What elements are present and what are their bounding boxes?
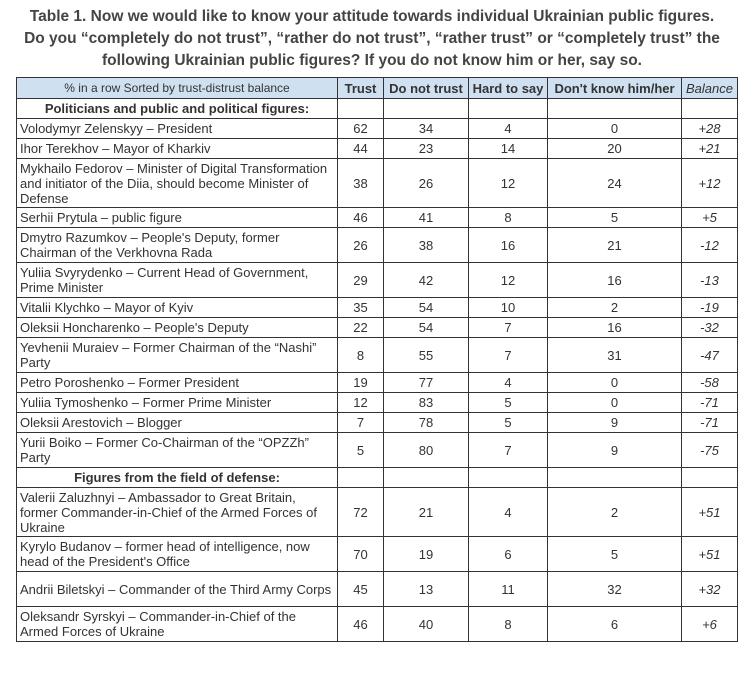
table-row [17, 159, 738, 208]
dont-know-value: 0 [548, 393, 682, 413]
distrust-value: 34 [384, 119, 469, 139]
balance-value: +5 [682, 208, 738, 228]
table-body [17, 99, 738, 642]
distrust-value: 19 [384, 537, 469, 572]
figure-name: Volodymyr Zelenskyy – President [17, 119, 338, 139]
dont-know-value: 5 [548, 208, 682, 228]
figure-name: Mykhailo Fedorov – Minister of Digital Transformation and initiator of the Diia, should become Minister of Defense [17, 159, 338, 208]
trust-table [16, 77, 738, 642]
hard-to-say-value: 5 [469, 393, 548, 413]
title-line-2: Do you “completely do not trust”, “rather do not trust”, “rather trust” or “completely trust” the [24, 30, 720, 47]
balance-value: -13 [682, 263, 738, 298]
trust-value: 26 [338, 228, 384, 263]
trust-value: 12 [338, 393, 384, 413]
hard-to-say-value: 12 [469, 159, 548, 208]
section-empty-cell [338, 99, 384, 119]
balance-value: -32 [682, 318, 738, 338]
hard-to-say-value: 11 [469, 572, 548, 607]
hard-to-say-value: 7 [469, 318, 548, 338]
dont-know-value: 2 [548, 488, 682, 537]
header-distrust: Do not trust [384, 78, 469, 99]
balance-value: -71 [682, 413, 738, 433]
dont-know-value: 9 [548, 413, 682, 433]
table-row [17, 488, 738, 537]
figure-name: Valerii Zaluzhnyi – Ambassador to Great Britain, former Commander-in-Chief of the Armed Forces of Ukraine [17, 488, 338, 537]
hard-to-say-value: 8 [469, 607, 548, 642]
section-row [17, 99, 738, 119]
hard-to-say-value: 7 [469, 433, 548, 468]
table-row [17, 298, 738, 318]
figure-name: Oleksii Honcharenko – People's Deputy [17, 318, 338, 338]
trust-value: 8 [338, 338, 384, 373]
section-title: Figures from the field of defense: [17, 468, 338, 488]
dont-know-value: 2 [548, 298, 682, 318]
balance-value: -71 [682, 393, 738, 413]
balance-value: +6 [682, 607, 738, 642]
table-row [17, 228, 738, 263]
figure-name: Dmytro Razumkov – People's Deputy, former Chairman of the Verkhovna Rada [17, 228, 338, 263]
figure-name: Oleksii Arestovich – Blogger [17, 413, 338, 433]
section-empty-cell [469, 99, 548, 119]
title-line-1: Table 1. Now we would like to know your attitude towards individual Ukrainian public figures. [29, 8, 715, 25]
trust-value: 44 [338, 139, 384, 159]
trust-value: 38 [338, 159, 384, 208]
section-empty-cell [682, 99, 738, 119]
trust-value: 5 [338, 433, 384, 468]
hard-to-say-value: 4 [469, 373, 548, 393]
figure-name: Petro Poroshenko – Former President [17, 373, 338, 393]
balance-value: -47 [682, 338, 738, 373]
trust-value: 70 [338, 537, 384, 572]
trust-value: 29 [338, 263, 384, 298]
distrust-value: 40 [384, 607, 469, 642]
table-row [17, 208, 738, 228]
distrust-value: 38 [384, 228, 469, 263]
table-row [17, 607, 738, 642]
hard-to-say-value: 4 [469, 488, 548, 537]
section-empty-cell [469, 468, 548, 488]
dont-know-value: 31 [548, 338, 682, 373]
section-empty-cell [384, 468, 469, 488]
hard-to-say-value: 6 [469, 537, 548, 572]
balance-value: +51 [682, 537, 738, 572]
table-row [17, 338, 738, 373]
balance-value: -75 [682, 433, 738, 468]
distrust-value: 55 [384, 338, 469, 373]
section-empty-cell [338, 468, 384, 488]
table-row [17, 572, 738, 607]
dont-know-value: 9 [548, 433, 682, 468]
table-row [17, 318, 738, 338]
dont-know-value: 20 [548, 139, 682, 159]
trust-value: 22 [338, 318, 384, 338]
balance-value: +32 [682, 572, 738, 607]
balance-value: +12 [682, 159, 738, 208]
figure-name: Kyrylo Budanov – former head of intelligence, now head of the President's Office [17, 537, 338, 572]
dont-know-value: 24 [548, 159, 682, 208]
section-row [17, 468, 738, 488]
section-title: Politicians and public and political figures: [17, 99, 338, 119]
figure-name: Ihor Terekhov – Mayor of Kharkiv [17, 139, 338, 159]
header-hard: Hard to say [469, 78, 548, 99]
distrust-value: 26 [384, 159, 469, 208]
balance-value: -19 [682, 298, 738, 318]
figure-name: Yuliia Tymoshenko – Former Prime Minister [17, 393, 338, 413]
balance-value: -58 [682, 373, 738, 393]
distrust-value: 54 [384, 318, 469, 338]
distrust-value: 23 [384, 139, 469, 159]
balance-value: -12 [682, 228, 738, 263]
distrust-value: 77 [384, 373, 469, 393]
hard-to-say-value: 12 [469, 263, 548, 298]
title-line-3: following Ukrainian public figures? If you do not know him or her, say so. [102, 52, 642, 69]
section-empty-cell [548, 468, 682, 488]
header-balance: Balance [682, 78, 738, 99]
figure-name: Yevhenii Muraiev – Former Chairman of the “Nashi” Party [17, 338, 338, 373]
dont-know-value: 5 [548, 537, 682, 572]
hard-to-say-value: 7 [469, 338, 548, 373]
figure-name: Oleksandr Syrskyi – Commander-in-Chief of the Armed Forces of Ukraine [17, 607, 338, 642]
distrust-value: 21 [384, 488, 469, 537]
hard-to-say-value: 16 [469, 228, 548, 263]
distrust-value: 54 [384, 298, 469, 318]
trust-value: 35 [338, 298, 384, 318]
header-row [17, 78, 738, 99]
balance-value: +28 [682, 119, 738, 139]
trust-value: 19 [338, 373, 384, 393]
figure-name: Vitalii Klychko – Mayor of Kyiv [17, 298, 338, 318]
section-empty-cell [548, 99, 682, 119]
trust-value: 72 [338, 488, 384, 537]
distrust-value: 78 [384, 413, 469, 433]
trust-value: 46 [338, 607, 384, 642]
dont-know-value: 21 [548, 228, 682, 263]
hard-to-say-value: 8 [469, 208, 548, 228]
balance-value: +21 [682, 139, 738, 159]
table-row [17, 393, 738, 413]
dont-know-value: 16 [548, 318, 682, 338]
dont-know-value: 32 [548, 572, 682, 607]
distrust-value: 41 [384, 208, 469, 228]
dont-know-value: 16 [548, 263, 682, 298]
hard-to-say-value: 10 [469, 298, 548, 318]
balance-value: +51 [682, 488, 738, 537]
figure-name: Yuliia Svyrydenko – Current Head of Government, Prime Minister [17, 263, 338, 298]
table-row [17, 537, 738, 572]
trust-value: 7 [338, 413, 384, 433]
distrust-value: 80 [384, 433, 469, 468]
dont-know-value: 0 [548, 119, 682, 139]
table-row [17, 263, 738, 298]
figure-name: Andrii Biletskyi – Commander of the Third Army Corps [17, 572, 338, 607]
figure-name: Yurii Boiko – Former Co-Chairman of the “OPZZh” Party [17, 433, 338, 468]
distrust-value: 13 [384, 572, 469, 607]
table-row [17, 413, 738, 433]
trust-value: 62 [338, 119, 384, 139]
hard-to-say-value: 5 [469, 413, 548, 433]
header-dontknow: Don't know him/her [548, 78, 682, 99]
table-row [17, 433, 738, 468]
hard-to-say-value: 4 [469, 119, 548, 139]
section-empty-cell [384, 99, 469, 119]
header-trust: Trust [338, 78, 384, 99]
trust-value: 46 [338, 208, 384, 228]
dont-know-value: 0 [548, 373, 682, 393]
table-title [0, 6, 744, 72]
table-row [17, 373, 738, 393]
trust-value: 45 [338, 572, 384, 607]
dont-know-value: 6 [548, 607, 682, 642]
figure-name: Serhii Prytula – public figure [17, 208, 338, 228]
distrust-value: 83 [384, 393, 469, 413]
hard-to-say-value: 14 [469, 139, 548, 159]
table-row [17, 139, 738, 159]
header-first: % in a row Sorted by trust-distrust balance [17, 78, 338, 99]
section-empty-cell [682, 468, 738, 488]
table-row [17, 119, 738, 139]
distrust-value: 42 [384, 263, 469, 298]
